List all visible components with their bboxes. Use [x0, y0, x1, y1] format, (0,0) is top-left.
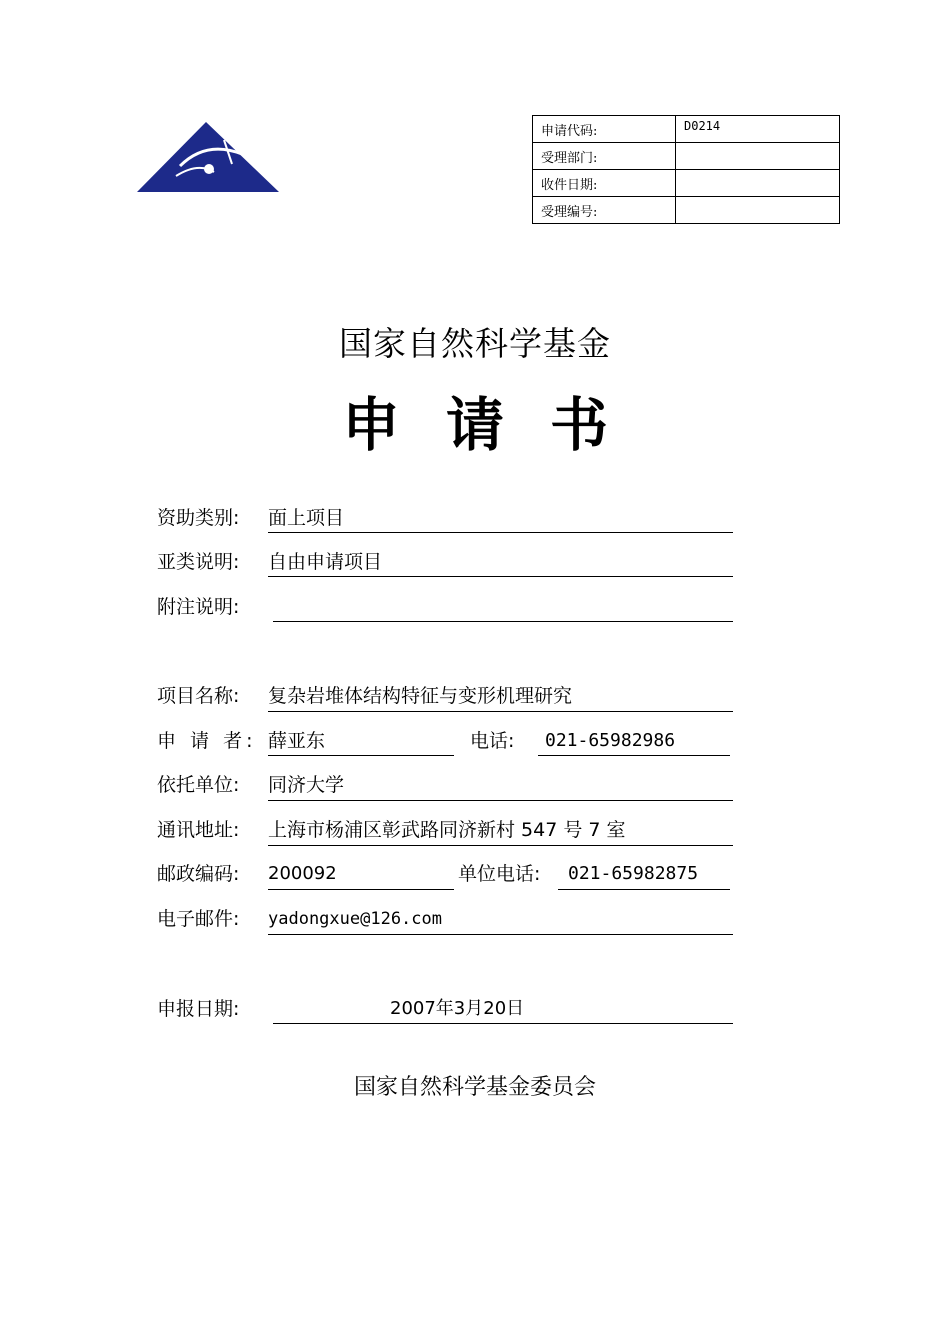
institution-value: 同济大学 [268, 774, 345, 796]
application-code-label: 申请代码: [533, 116, 676, 143]
received-date-value [676, 170, 840, 197]
title-char: 书 [550, 391, 609, 459]
project-name-label: 项目名称: [157, 685, 240, 707]
acceptance-number-value [676, 197, 840, 224]
receiving-department-label: 受理部门: [533, 143, 676, 170]
received-date-label: 收件日期: [533, 170, 676, 197]
table-row [533, 143, 840, 170]
project-name-underline [268, 711, 733, 712]
phone-underline [538, 755, 730, 756]
email-value: yadongxue@126.com [268, 909, 442, 929]
title-char: 请 [445, 391, 504, 459]
applicant-label: 申 请 者: [157, 730, 257, 752]
phone-label: 电话: [470, 730, 515, 752]
application-code-value: D0214 [676, 116, 840, 143]
nsfc-logo-icon [136, 120, 281, 195]
remarks-label: 附注说明: [157, 596, 240, 618]
footer-organization: 国家自然科学基金委员会 [353, 1075, 596, 1100]
funding-category-label: 资助类别: [157, 507, 240, 529]
submission-date-underline [273, 1023, 733, 1024]
office-use-table [532, 115, 840, 224]
subcategory-label: 亚类说明: [157, 551, 240, 573]
institution-label: 依托单位: [157, 774, 240, 796]
unit-phone-label: 单位电话: [458, 863, 541, 885]
document-title [0, 378, 950, 462]
institution-underline [268, 800, 733, 801]
phone-value: 021-65982986 [545, 730, 676, 751]
subcategory-value: 自由申请项目 [268, 551, 383, 573]
email-label: 电子邮件: [157, 908, 240, 930]
postcode-underline [268, 889, 454, 890]
applicant-value: 薛亚东 [268, 730, 326, 752]
unit-phone-value: 021-65982875 [568, 863, 699, 884]
unit-phone-underline [558, 889, 730, 890]
submission-date-value: 2007年3月20日 [390, 998, 525, 1019]
table-row [533, 197, 840, 224]
email-underline [268, 934, 733, 935]
foundation-title: 国家自然科学基金 [339, 324, 611, 363]
submission-date-label: 申报日期: [157, 998, 240, 1020]
receiving-department-value [676, 143, 840, 170]
subcategory-underline [268, 576, 733, 577]
project-name-value: 复杂岩堆体结构特征与变形机理研究 [268, 685, 573, 707]
funding-category-value: 面上项目 [268, 507, 345, 529]
postcode-value: 200092 [268, 863, 337, 884]
address-label: 通讯地址: [157, 819, 240, 841]
postcode-label: 邮政编码: [157, 863, 240, 885]
title-char: 申 [341, 391, 400, 459]
table-row [533, 170, 840, 197]
address-value: 上海市杨浦区彰武路同济新村 547 号 7 室 [268, 819, 626, 841]
applicant-underline [268, 755, 454, 756]
table-row [533, 116, 840, 143]
address-underline [268, 845, 733, 846]
funding-category-underline [268, 532, 733, 533]
remarks-underline [273, 621, 733, 622]
acceptance-number-label: 受理编号: [533, 197, 676, 224]
